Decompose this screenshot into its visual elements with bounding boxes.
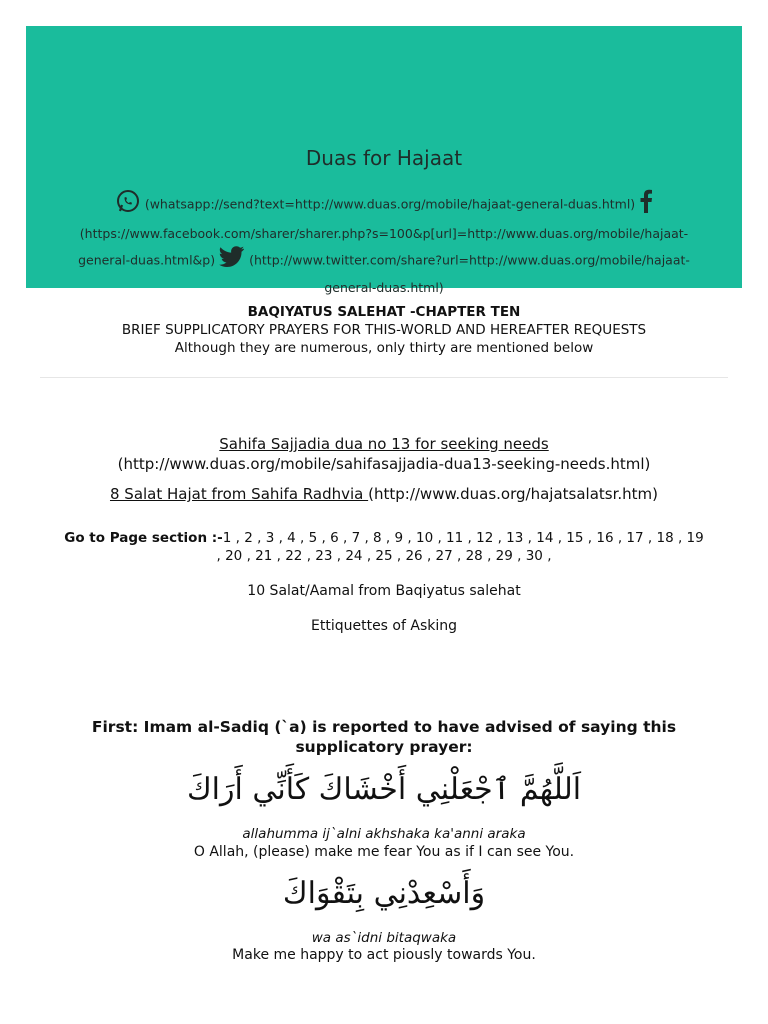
salat-hajat-link[interactable]: 8 Salat Hajat from Sahifa Radhvia: [109, 485, 369, 503]
page-link-8[interactable]: 8: [373, 530, 382, 546]
etiquettes-link[interactable]: Ettiquettes of Asking: [311, 618, 457, 634]
whatsapp-share-link[interactable]: (whatsapp://send?text=http://www.duas.org/mobile/hajaat-general-duas.html): [144, 196, 636, 212]
translation: Make me happy to act piously towards You.: [232, 947, 536, 963]
page-link-21[interactable]: 21: [255, 548, 273, 564]
facebook-share-link[interactable]: (https://www.facebook.com/sharer/sharer.php?s=100&p[url]=http://www.duas.org/mobile/hajaat-general-duas.html&p): [78, 226, 689, 268]
page-link-14[interactable]: 14: [536, 530, 554, 546]
transliteration: allahumma ij`alni akhshaka ka'anni araka: [242, 826, 526, 842]
page-link-12[interactable]: 12: [476, 530, 494, 546]
intro-section: [0, 303, 768, 357]
page-link-18[interactable]: 18: [656, 530, 674, 546]
whatsapp-icon[interactable]: [115, 188, 141, 222]
page-link-3[interactable]: 3: [265, 530, 275, 546]
page-link-22[interactable]: 22: [285, 548, 303, 564]
translation: O Allah, (please) make me fear You as if I can see You.: [193, 844, 575, 860]
page-link-5[interactable]: 5: [308, 530, 318, 546]
page-link-16[interactable]: 16: [596, 530, 614, 546]
page-link-26[interactable]: 26: [405, 548, 423, 564]
sahifa-sajjadia-url: (http://www.duas.org/mobile/sahifasajjadia-dua13-seeking-needs.html): [117, 455, 651, 473]
page-link-7[interactable]: 7: [351, 530, 361, 546]
page-link-1[interactable]: 1: [222, 530, 232, 546]
page-link-29[interactable]: 29: [495, 548, 513, 564]
chapter-note: Although they are numerous, only thirty are mentioned below: [174, 340, 594, 356]
page-link-15[interactable]: 15: [566, 530, 584, 546]
page-link-13[interactable]: 13: [506, 530, 524, 546]
page-title: Duas for Hajaat: [305, 146, 463, 170]
page-link-19[interactable]: 19: [686, 530, 704, 546]
page-section-label: Go to Page section :-: [64, 530, 223, 546]
page-link-2[interactable]: 2: [244, 530, 253, 546]
salat-aamal-link[interactable]: 10 Salat/Aamal from Baqiyatus salehat: [247, 583, 521, 599]
page-link-6[interactable]: 6: [330, 530, 339, 546]
related-links: [40, 434, 728, 504]
page-link-24[interactable]: 24: [345, 548, 363, 564]
page-link-28[interactable]: 28: [465, 548, 483, 564]
first-dua-heading: First: Imam al-Sadiq (`a) is reported to have advised of saying this supplicatory prayer:: [91, 718, 677, 756]
page-link-10[interactable]: 10: [415, 530, 434, 546]
page-section-nav: [60, 529, 708, 565]
arabic-verse: اَللَّهُمَّ ٱجْعَلْنِي أَخْشَاكَ كَأَنِّي أَرَاكَ: [186, 772, 582, 807]
page-link-17[interactable]: 17: [626, 530, 644, 546]
salat-hajat-url: (http://www.duas.org/hajatsalatsr.htm): [368, 485, 658, 503]
twitter-share-link[interactable]: (http://www.twitter.com/share?url=http://www.duas.org/mobile/hajaat-general-duas.html): [249, 252, 690, 295]
arabic-verse: وَأَسْعِدْنِي بِتَقْوَاكَ: [282, 876, 486, 911]
sahifa-sajjadia-link[interactable]: Sahifa Sajjadia dua no 13 for seeking needs: [219, 435, 549, 453]
page-link-20[interactable]: 20: [225, 548, 243, 564]
page-link-27[interactable]: 27: [435, 548, 453, 564]
page-link-9[interactable]: 9: [394, 530, 404, 546]
share-links: [56, 188, 712, 300]
page-link-4[interactable]: 4: [287, 530, 296, 546]
page-number-list: 1 , 2 , 3 , 4 , 5 , 6 , 7 , 8 , 9 , 10 , 11 , 12 , 13 , 14 , 15 , 16 , 17 , 18 , 19 , 20 , 21 , 22 , 23 , 24 , 25 , 26 , 27 , 28 , 29 , 30 ,: [216, 530, 704, 564]
chapter-heading: BAQIYATUS SALEHAT -CHAPTER TEN: [247, 304, 521, 320]
page-link-30[interactable]: 30: [525, 548, 543, 564]
twitter-icon[interactable]: [219, 246, 245, 276]
page-link-11[interactable]: 11: [446, 530, 464, 546]
divider: [40, 377, 728, 378]
page-link-23[interactable]: 23: [315, 548, 333, 564]
page-link-25[interactable]: 25: [375, 548, 393, 564]
header-banner: [26, 26, 742, 295]
transliteration: wa as`idni bitaqwaka: [311, 930, 457, 946]
facebook-icon[interactable]: [639, 189, 653, 221]
chapter-subheading: BRIEF SUPPLICATORY PRAYERS FOR THIS-WORLD AND HEREAFTER REQUESTS: [121, 322, 647, 338]
